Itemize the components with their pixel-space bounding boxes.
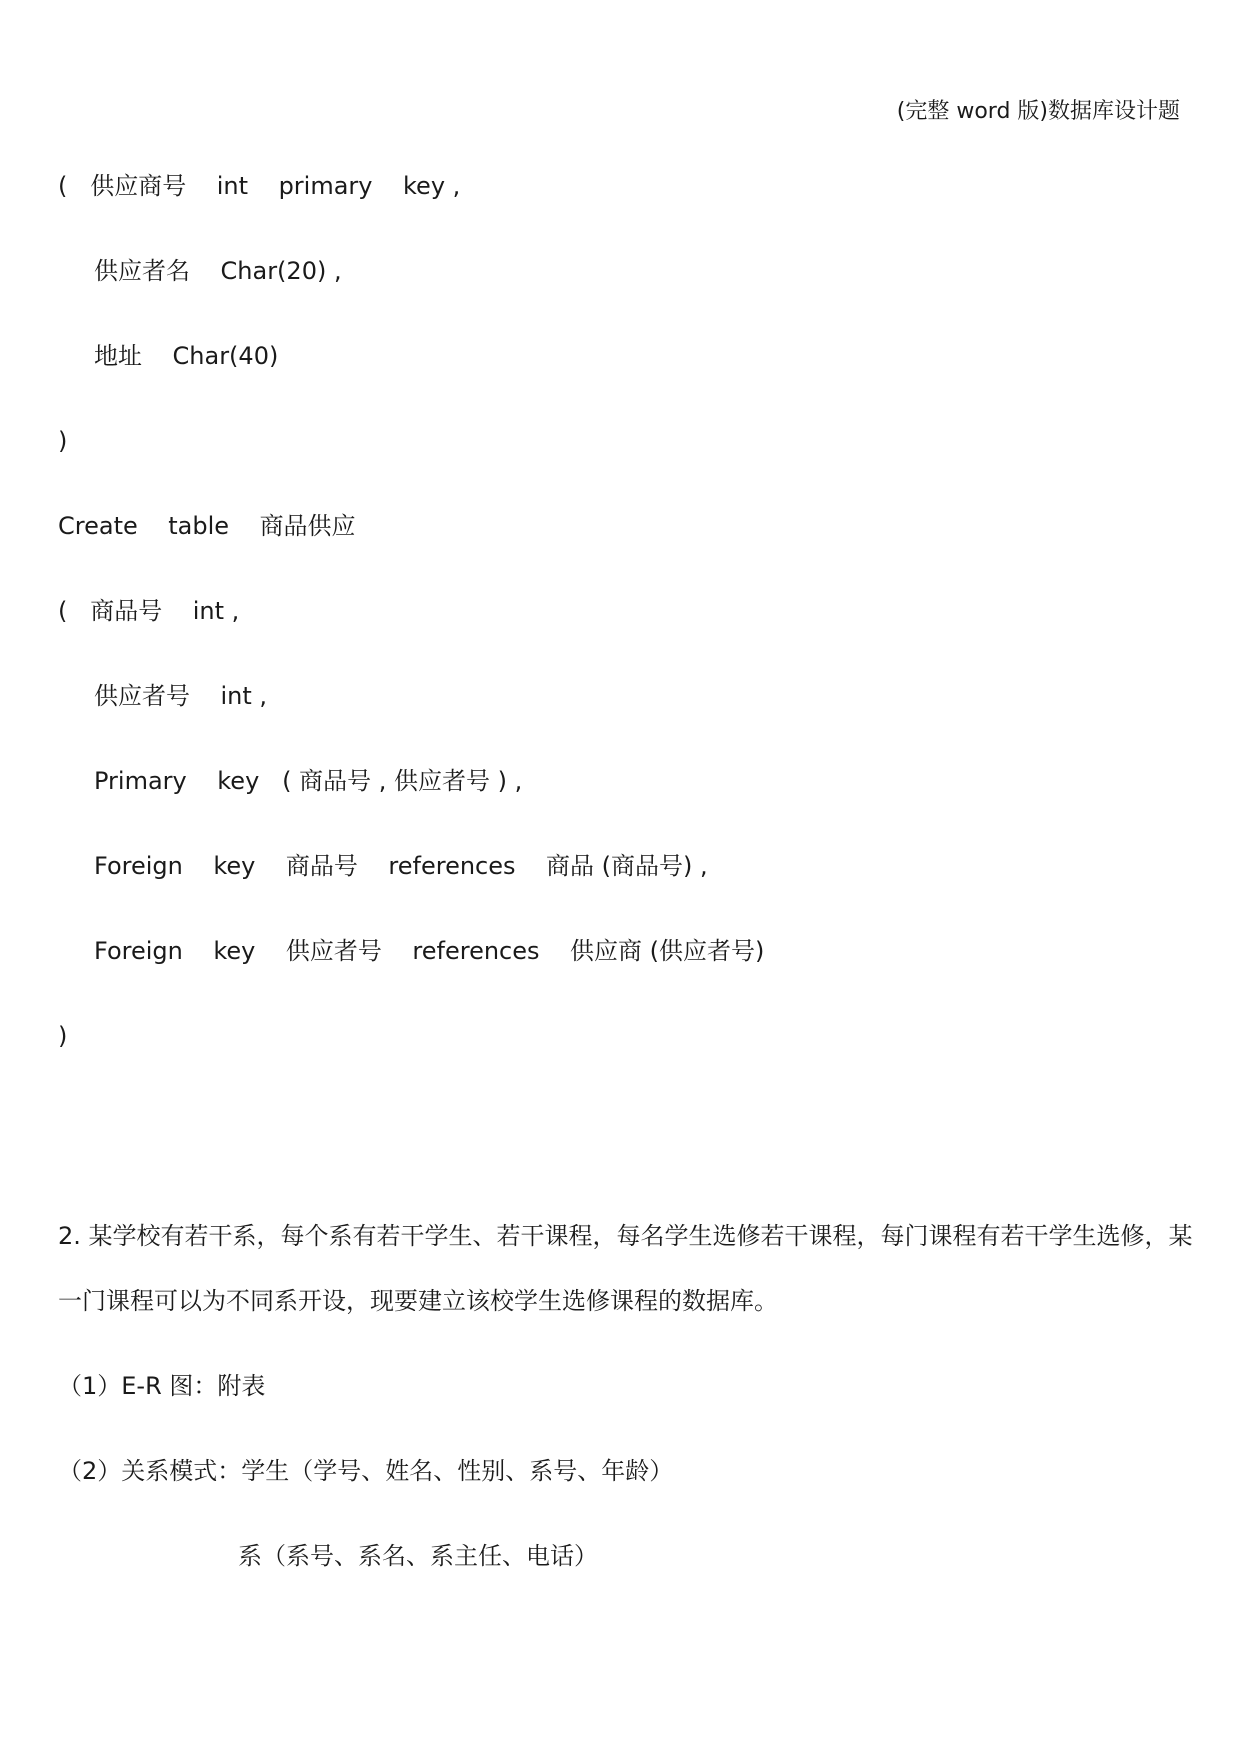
code-line: )	[58, 1022, 68, 1050]
question-text: 一门课程可以为不同系开设，现要建立该校学生选修课程的数据库。	[58, 1287, 778, 1315]
answer-relation-schema: （2）关系模式：学生（学号、姓名、性别、系号、年龄）	[58, 1457, 674, 1485]
code-line: Foreign key 商品号 references 商品 (商品号) ,	[94, 852, 708, 880]
code-line: 供应者名 Char(20) ,	[94, 257, 342, 285]
code-line: Foreign key 供应者号 references 供应商 (供应者号)	[94, 937, 765, 965]
code-line: 地址 Char(40)	[94, 342, 279, 370]
code-line: ( 商品号 int ,	[58, 597, 240, 625]
answer-er-diagram: （1）E-R 图：附表	[58, 1372, 266, 1400]
code-line: ( 供应商号 int primary key ,	[58, 172, 461, 200]
code-line: Create table 商品供应	[58, 512, 356, 540]
code-line: 供应者号 int ,	[94, 682, 268, 710]
page-header-title: (完整 word 版)数据库设计题	[896, 99, 1180, 124]
answer-relation-schema: 系（系号、系名、系主任、电话）	[238, 1542, 598, 1570]
code-line: Primary key ( 商品号 , 供应者号 ) ,	[94, 767, 523, 795]
code-line: )	[58, 427, 68, 455]
question-text: 2. 某学校有若干系，每个系有若干学生、若干课程，每名学生选修若干课程，每门课程有若干学生选修，某	[58, 1222, 1193, 1250]
